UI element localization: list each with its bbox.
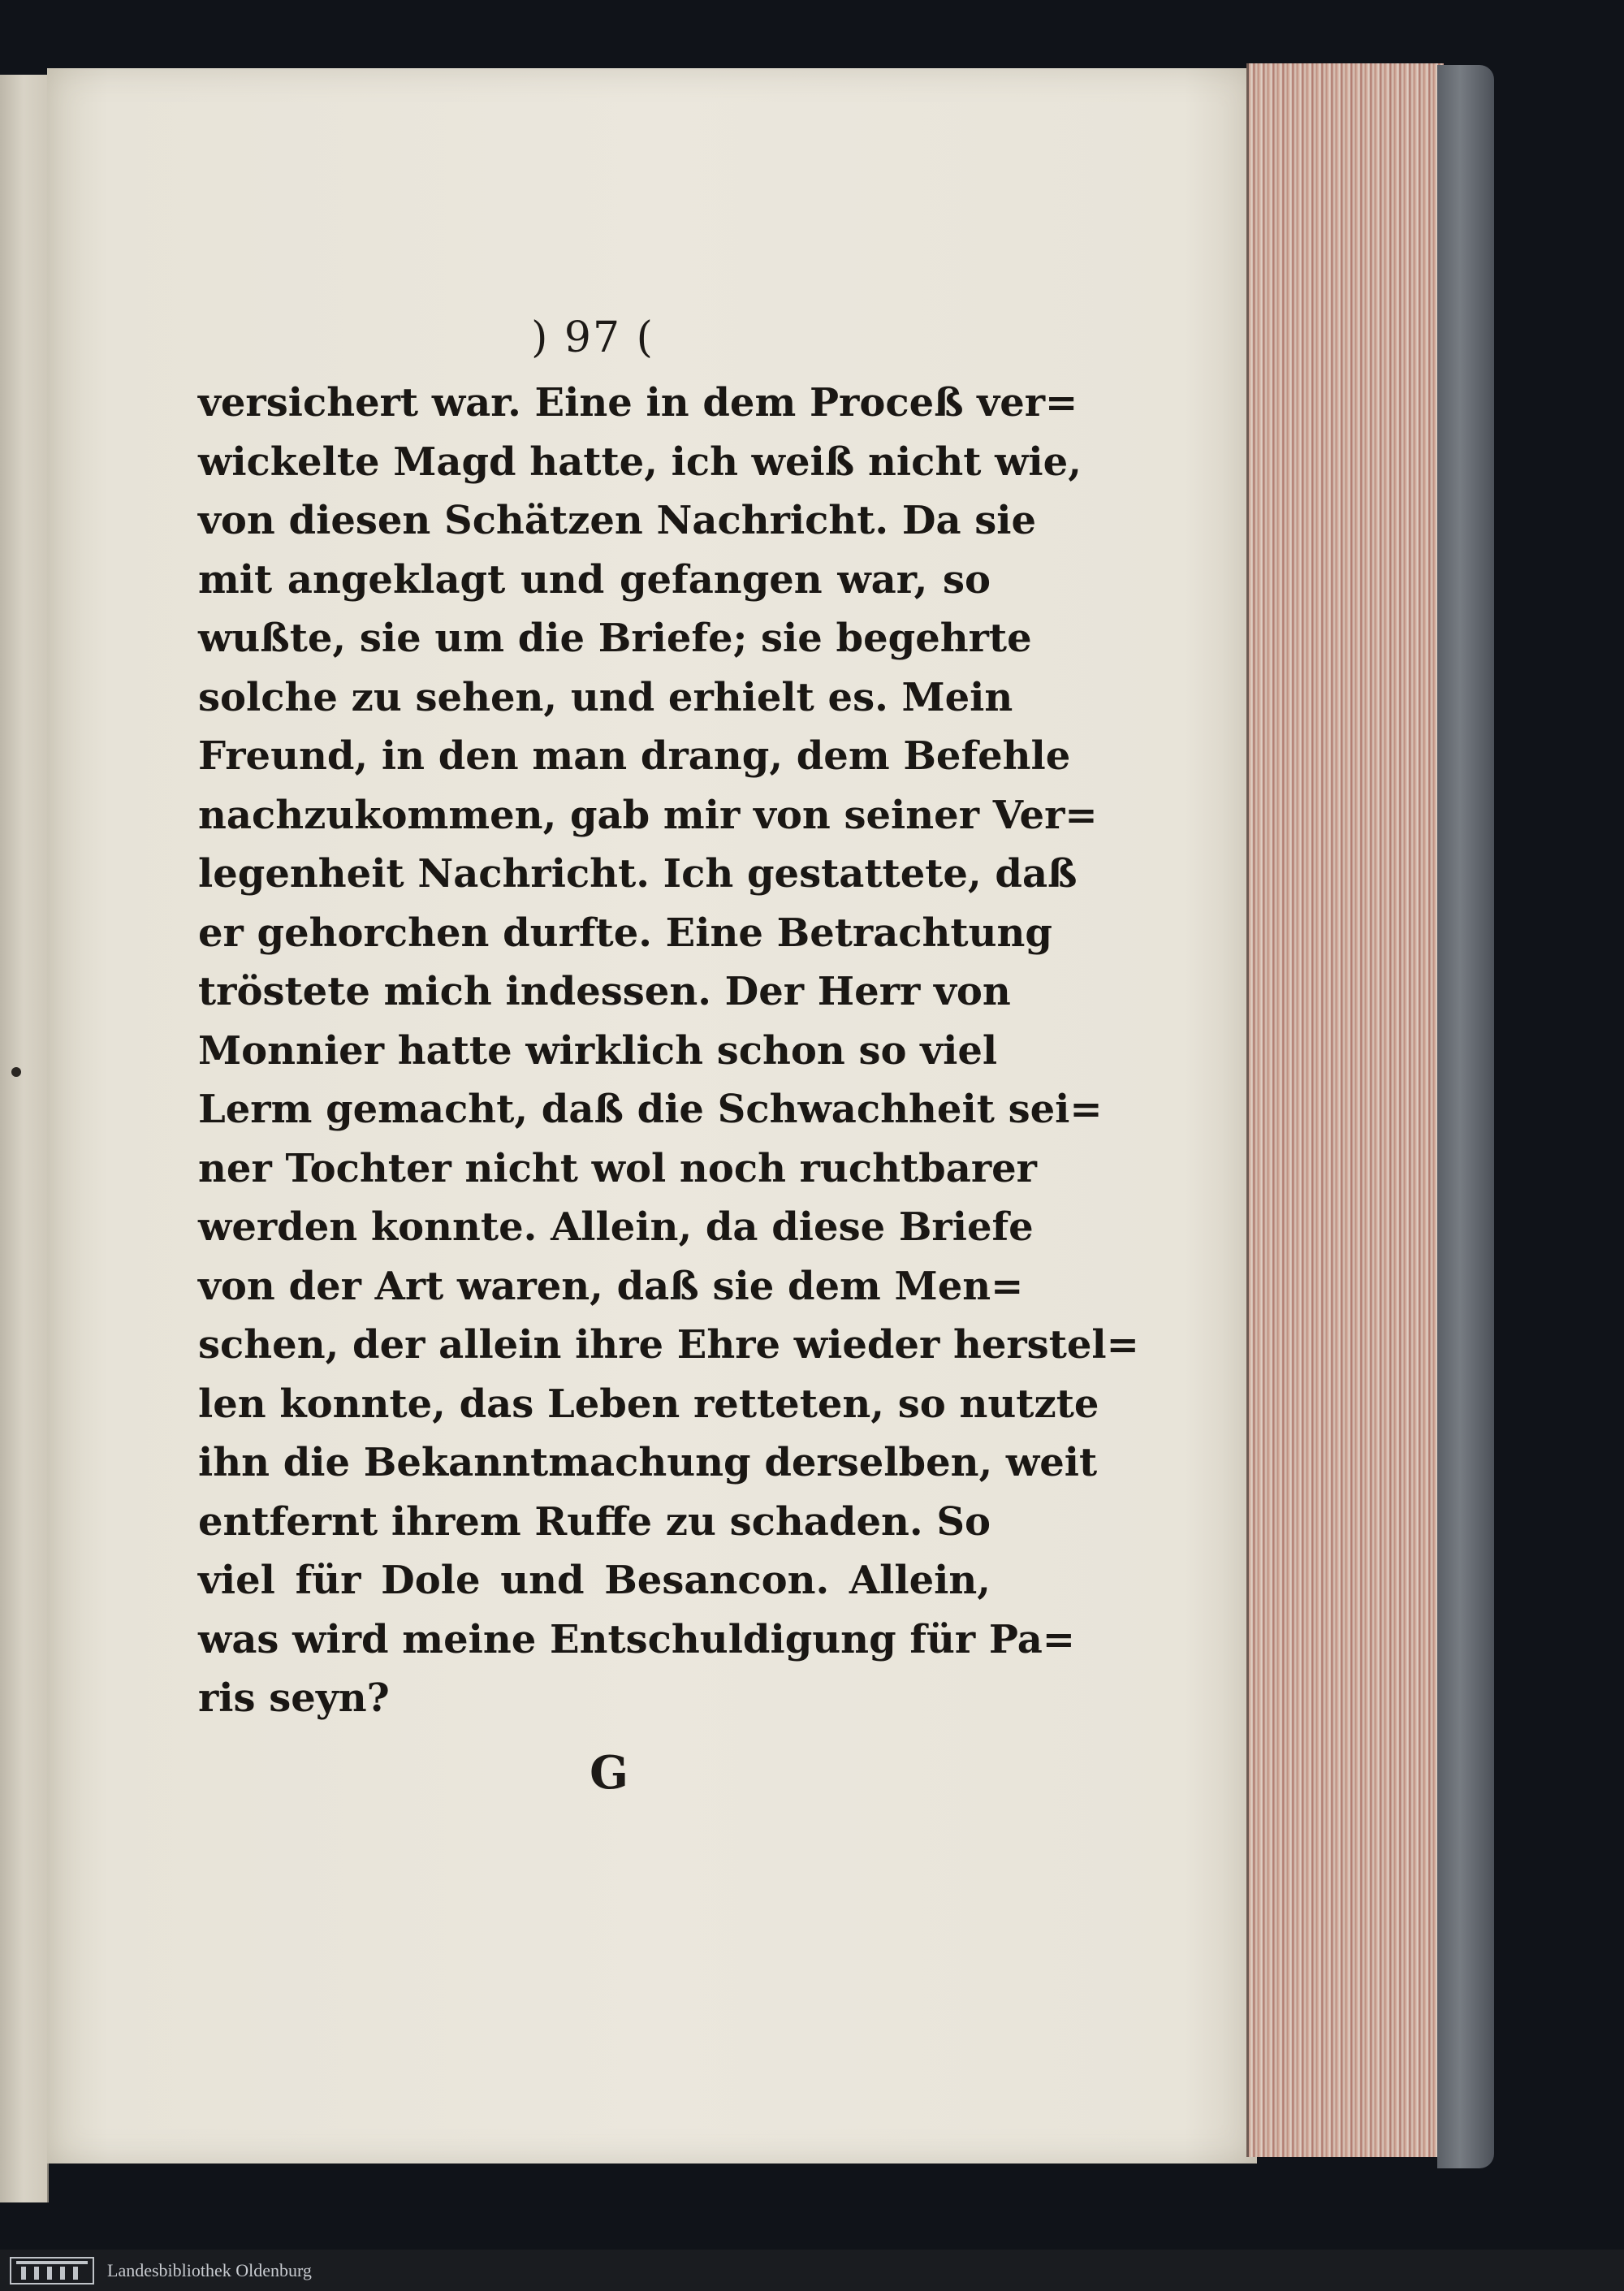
text-line: ihn die Bekanntmachung derselben, weit: [198, 1440, 1098, 1485]
text-line: Freund, in den man drang, dem Befehle: [198, 733, 1071, 779]
text-line: wußte, sie um die Briefe; sie begehrte: [198, 616, 1032, 661]
text-line: Lerm gemacht, daß die Schwachheit sei=: [198, 1087, 1103, 1132]
library-building-icon: [10, 2257, 94, 2285]
text-line: ner Tochter nicht wol noch ruchtbarer: [198, 1145, 1037, 1191]
text-line: er gehorchen durfte. Eine Betrachtung: [198, 910, 1052, 956]
page-number-header: ) 97 (: [531, 313, 654, 362]
text-line: von der Art waren, daß sie dem Men=: [198, 1263, 1024, 1309]
text-line: werden konnte. Allein, da diese Briefe: [198, 1204, 1034, 1250]
text-line: schen, der allein ihre Ehre wieder herstel=: [198, 1322, 1139, 1368]
page-block-edges: [1246, 63, 1444, 2157]
book-cover-board: [1437, 65, 1494, 2168]
text-line: solche zu sehen, und erhielt es. Mein: [198, 674, 1013, 720]
ink-dot: [11, 1067, 21, 1077]
text-line: Monnier hatte wirklich schon so viel: [198, 1027, 998, 1074]
text-line: mit angeklagt und gefangen war, so: [198, 556, 991, 603]
left-page-edge: [0, 75, 49, 2202]
text-line: nachzukommen, gab mir von seiner Ver=: [198, 792, 1098, 838]
text-line: wickelte Magd hatte, ich weiß nicht wie,: [198, 439, 1082, 485]
signature-mark: G: [590, 1746, 628, 1800]
text-line: len konnte, das Leben retteten, so nutzte: [198, 1381, 1099, 1427]
text-line: von diesen Schätzen Nachricht. Da sie: [198, 498, 1037, 543]
text-line: ris seyn?: [198, 1675, 390, 1721]
text-line: entfernt ihrem Ruffe zu schaden. So: [198, 1498, 991, 1545]
text-line: tröstete mich indessen. Der Herr von: [198, 969, 1011, 1014]
page-text: [198, 374, 1139, 1728]
footer-bar: [0, 2250, 1624, 2291]
text-line: viel für Dole und Besancon. Allein,: [198, 1558, 991, 1603]
text-line: was wird meine Entschuldigung für Pa=: [198, 1616, 1076, 1662]
text-line: versichert war. Eine in dem Proceß ver=: [198, 380, 1078, 426]
library-name: Landesbibliothek Oldenburg: [107, 2260, 312, 2280]
text-line: legenheit Nachricht. Ich gestattete, daß: [198, 851, 1078, 897]
